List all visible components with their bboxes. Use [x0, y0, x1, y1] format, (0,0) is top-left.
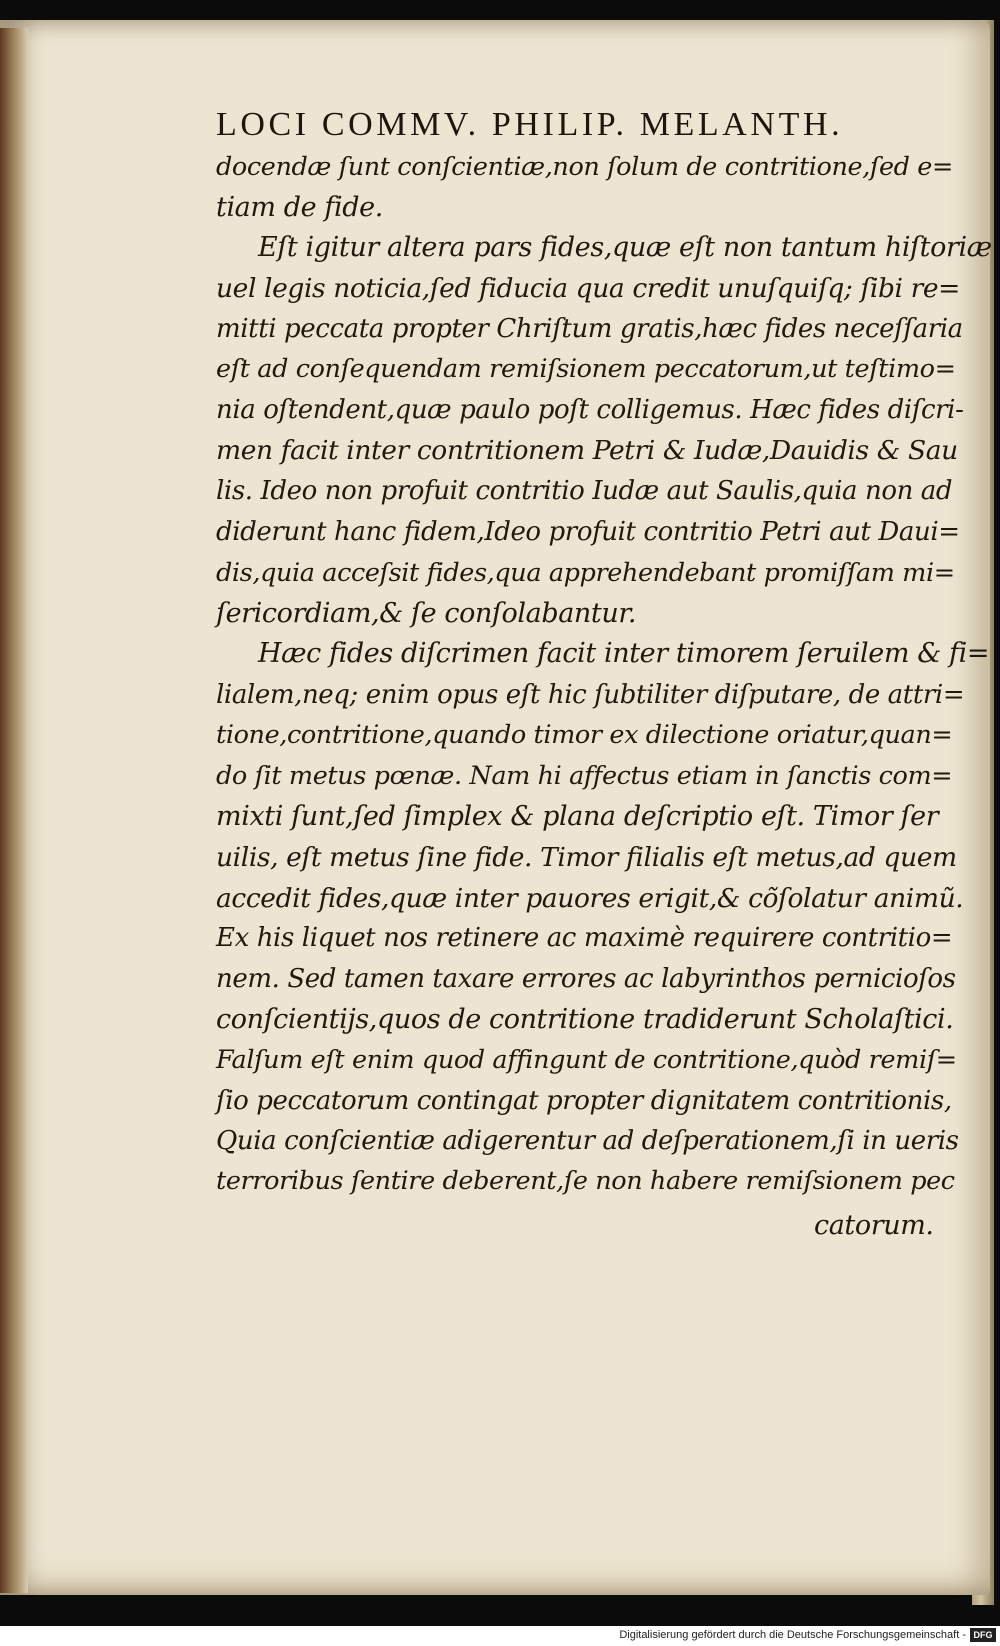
text-line: lis. Ideo non profuit contritio Iudæ aut Saulis,quia non ad	[216, 476, 953, 506]
text-line: Eſt igitur altera pars fides,quæ eſt non tantum hiſtoriæ	[258, 232, 992, 263]
text-line: lialem,neq; enim opus eſt hic ſubtiliter diſputare, de attri=	[216, 680, 965, 710]
text-line: ſericordiam,& ſe conſolabantur.	[216, 598, 637, 629]
text-line: tione,contritione,quando timor ex dilectione oriatur,quan=	[216, 720, 953, 750]
binding-gutter	[0, 28, 28, 1593]
text-line: ſio peccatorum contingat propter dignitatem contritionis,	[216, 1086, 952, 1116]
text-line: mitti peccata propter Chriſtum gratis,hæc fides neceſſaria	[216, 314, 963, 344]
text-line: diderunt hanc fidem,Ideo profuit contritio Petri aut Daui=	[216, 517, 960, 547]
text-line: catorum.	[814, 1210, 934, 1241]
text-line: eſt ad conſequendam remiſsionem peccatorum,ut teſtimo=	[216, 354, 956, 384]
text-line: conſcientijs,quos de contritione tradiderunt Scholaſtici.	[216, 1004, 954, 1035]
text-line: Falſum eſt enim quod affingunt de contritione,quòd remiſ=	[216, 1045, 957, 1075]
text-line: nia oſtendent,quæ paulo poſt colligemus. Hæc fides diſcri-	[216, 395, 964, 425]
text-line: do ſit metus pœnæ. Nam hi affectus etiam in ſanctis com=	[216, 761, 953, 791]
text-line: Quia conſcientiæ adigerentur ad deſperationem,ſi in ueris	[216, 1126, 959, 1156]
dfg-logo: DFG	[970, 1628, 996, 1642]
text-line: tiam de fide.	[216, 192, 383, 223]
text-line: uel legis noticia,ſed fiducia qua credit unuſquiſq; ſibi re=	[216, 273, 960, 304]
text-line: nem. Sed tamen taxare errores ac labyrinthos pernicioſos	[216, 964, 956, 994]
text-line: Ex his liquet nos retinere ac maximè requirere contritio=	[216, 923, 953, 953]
funding-credit: Digitalisierung gefördert durch die Deutsche Forschungsgemeinschaft -	[619, 1629, 966, 1641]
text-line: Hæc fides diſcrimen facit inter timorem ſeruilem & fi=	[258, 638, 990, 669]
text-line: uilis, eſt metus ſine fide. Timor filialis eſt metus,ad quem	[216, 842, 957, 873]
text-line: docendæ ſunt conſcientiæ,non ſolum de contritione,ſed e=	[216, 152, 953, 182]
text-line: men facit inter contritionem Petri & Iudæ,Dauidis & Sau	[216, 435, 958, 466]
text-line: accedit fides,quæ inter pauores erigit,& cõſolatur animũ.	[216, 883, 964, 914]
text-line: terroribus ſentire deberent,ſe non habere remiſsionem pec	[216, 1166, 955, 1196]
text-line: mixti ſunt,ſed ſimplex & plana deſcriptio eſt. Timor ſer	[216, 801, 939, 832]
running-header: LOCI COMMV. PHILIP. MELANTH.	[216, 106, 844, 143]
text-line: dis,quia acceſsit fides,qua apprehendebant promiſſam mi=	[216, 558, 955, 588]
